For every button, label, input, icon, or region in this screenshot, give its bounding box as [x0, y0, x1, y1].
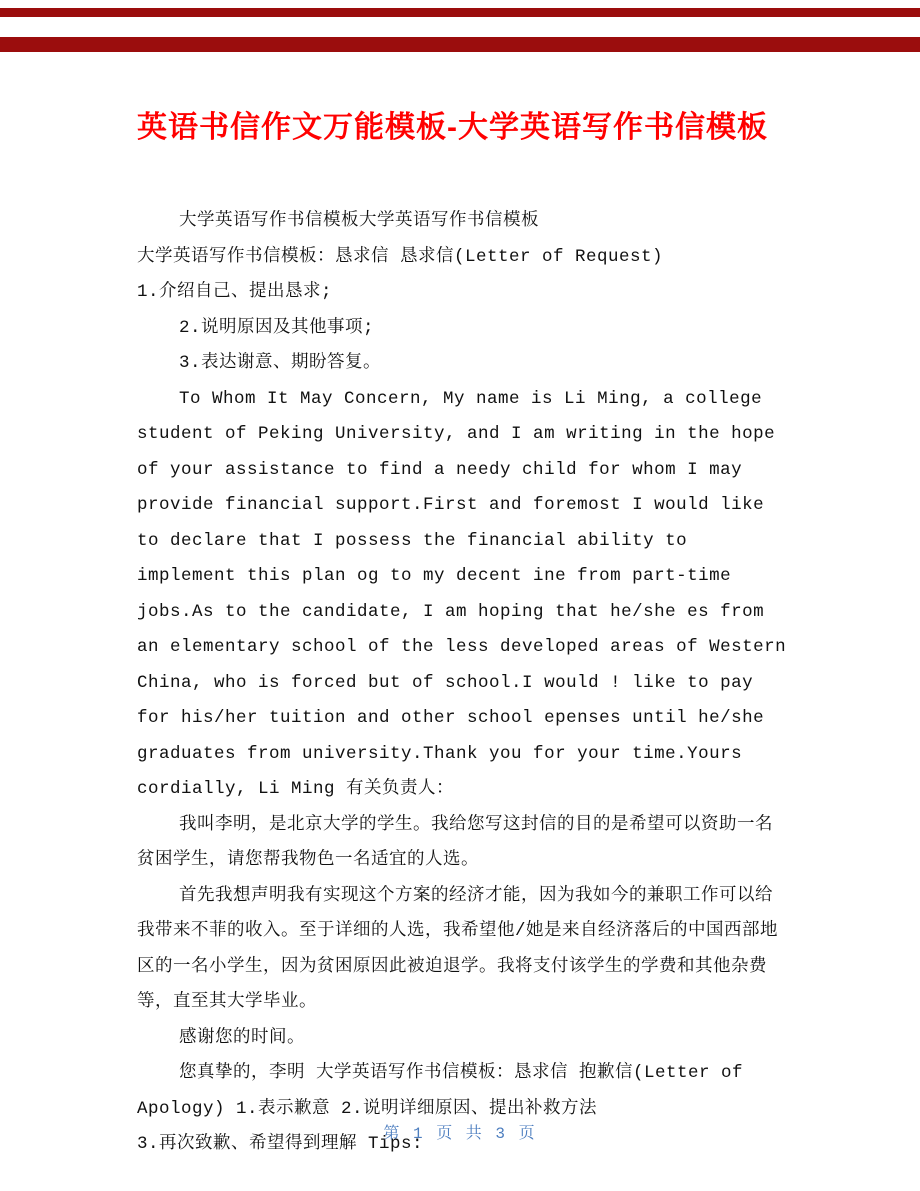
paragraph: 1.介绍自己、提出恳求; — [137, 282, 333, 302]
top-decoration-bar-2 — [0, 37, 920, 52]
paragraph: 感谢您的时间。 — [179, 1027, 305, 1048]
paragraph: 2.说明原因及其他事项; — [179, 317, 375, 338]
paragraph: 3.再次致歉、希望得到理解 Tips: — [137, 1134, 424, 1154]
top-decoration-bar-1 — [0, 8, 920, 17]
paragraph: 大学英语写作书信模板大学英语写作书信模板 — [179, 211, 539, 231]
paragraph: 3.表达谢意、期盼答复。 — [179, 353, 382, 373]
page-number-footer: 第 1 页 共 3 页 — [383, 1125, 537, 1143]
paragraph: 您真挚的，李明 大学英语写作书信模板：恳求信 抱歉信(Letter of Apology) 1.表示歉意 2.说明详细原因、提出补救方法 — [137, 1063, 744, 1119]
document-content — [0, 110, 920, 1163]
paragraph: 我叫李明，是北京大学的学生。我给您写这封信的目的是希望可以资助一名贫困学生，请您帮我物色一名适宜的人选。 — [137, 814, 773, 870]
document-title: 英语书信作文万能模板-大学英语写作书信模板 — [137, 111, 768, 144]
paragraph: 大学英语写作书信模板：恳求信 恳求信(Letter of Request) — [137, 246, 664, 267]
paragraph: To Whom It May Concern, My name is Li Ming, a college student of Peking University, and I am writing in the hope of your assistance to find a needy child for whom I may provide financial support.First and foremost I would like to declare that I possess the financial ability to implement this plan og to my decent ine from part-time jobs.As to the candidate, I am hoping that he/she es from an elementary school of the less developed areas of Western China, who is forced but of school.I would ! like to pay for his/her tuition and other school epenses until he/she graduates from university.Thank you for your time.Yours cordially, Li Ming 有关负责人： — [137, 388, 787, 799]
paragraph: 首先我想声明我有实现这个方案的经济才能，因为我如今的兼职工作可以给我带来不菲的收入。至于详细的人选，我希望他/她是来自经济落后的中国西部地区的一名小学生，因为贫困原因此被迫退学。我将支付该学生的学费和其他杂费等，直至其大学毕业。 — [137, 885, 778, 1012]
paragraphs — [137, 204, 787, 1163]
